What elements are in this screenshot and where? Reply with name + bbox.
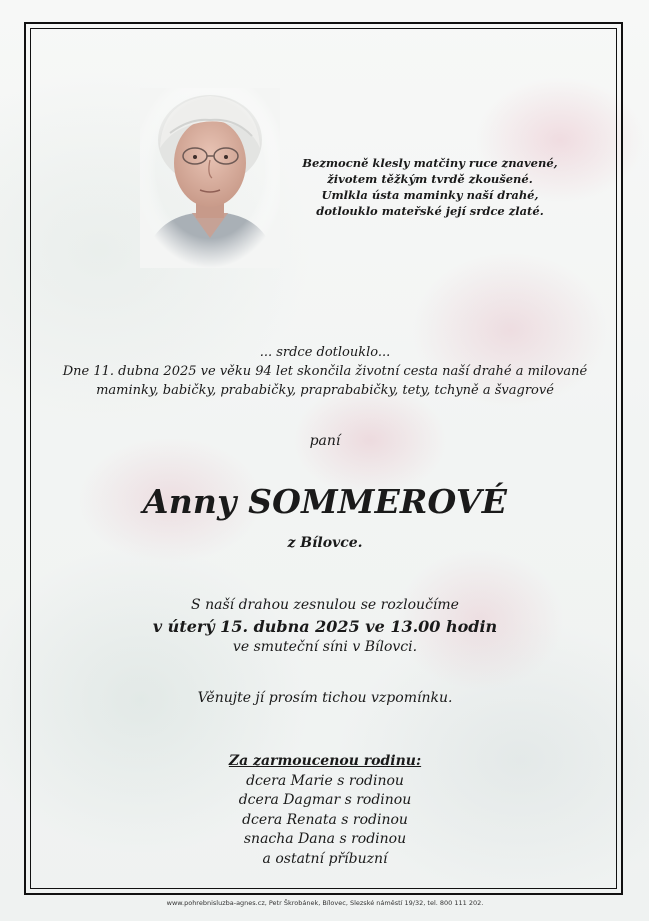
funeral-line: S naší drahou zesnulou se rozloučíme <box>191 597 459 613</box>
hometown: z Bílovce. <box>287 535 363 551</box>
funeral-service-footer: www.pohrebnisluzba-agnes.cz, Petr Škrobánek, Bílovec, Slezské náměstí 19/32, tel. 800 111 202. <box>166 899 484 907</box>
announcement-line: Dne 11. dubna 2025 ve věku 94 let skončila životní cesta naší drahé a milované <box>62 364 588 379</box>
family-member: dcera Dagmar s rodinou <box>238 792 412 808</box>
announcement-line: maminky, babičky, prababičky, praprababičky, tety, tchyně a švagrové <box>96 383 554 398</box>
family-member: a ostatní příbuzní <box>262 850 388 867</box>
poem-line: Bezmocně klesly matčiny ruce znavené, <box>302 156 558 170</box>
funeral-info <box>40 595 610 658</box>
deceased-name: Anny SOMMEROVÉ <box>142 482 508 521</box>
portrait-photo <box>140 88 280 268</box>
family-heading: Za zarmoucenou rodinu: <box>228 753 422 769</box>
poem-line: dotlouklo mateřské její srdce zlaté. <box>316 204 544 218</box>
family-member: dcera Marie s rodinou <box>246 772 404 789</box>
funeral-venue: ve smuteční síni v Bílovci. <box>232 639 418 655</box>
announcement-text <box>40 343 610 400</box>
announcement-line: ... srdce dotlouklo... <box>259 345 391 360</box>
honorific: paní <box>309 433 341 449</box>
poem-verse <box>290 155 570 219</box>
family-member: snacha Dana s rodinou <box>243 831 407 847</box>
funeral-datetime: v úterý 15. dubna 2025 ve 13.00 hodin <box>152 617 498 636</box>
family-member: dcera Renata s rodinou <box>242 811 408 828</box>
poem-line: Umlkla ústa maminky naší drahé, <box>321 188 539 202</box>
poem-line: životem těžkým tvrdě zkoušené. <box>327 172 533 186</box>
family-list <box>40 752 610 869</box>
memory-request: Věnujte jí prosím tichou vzpomínku. <box>197 690 453 706</box>
